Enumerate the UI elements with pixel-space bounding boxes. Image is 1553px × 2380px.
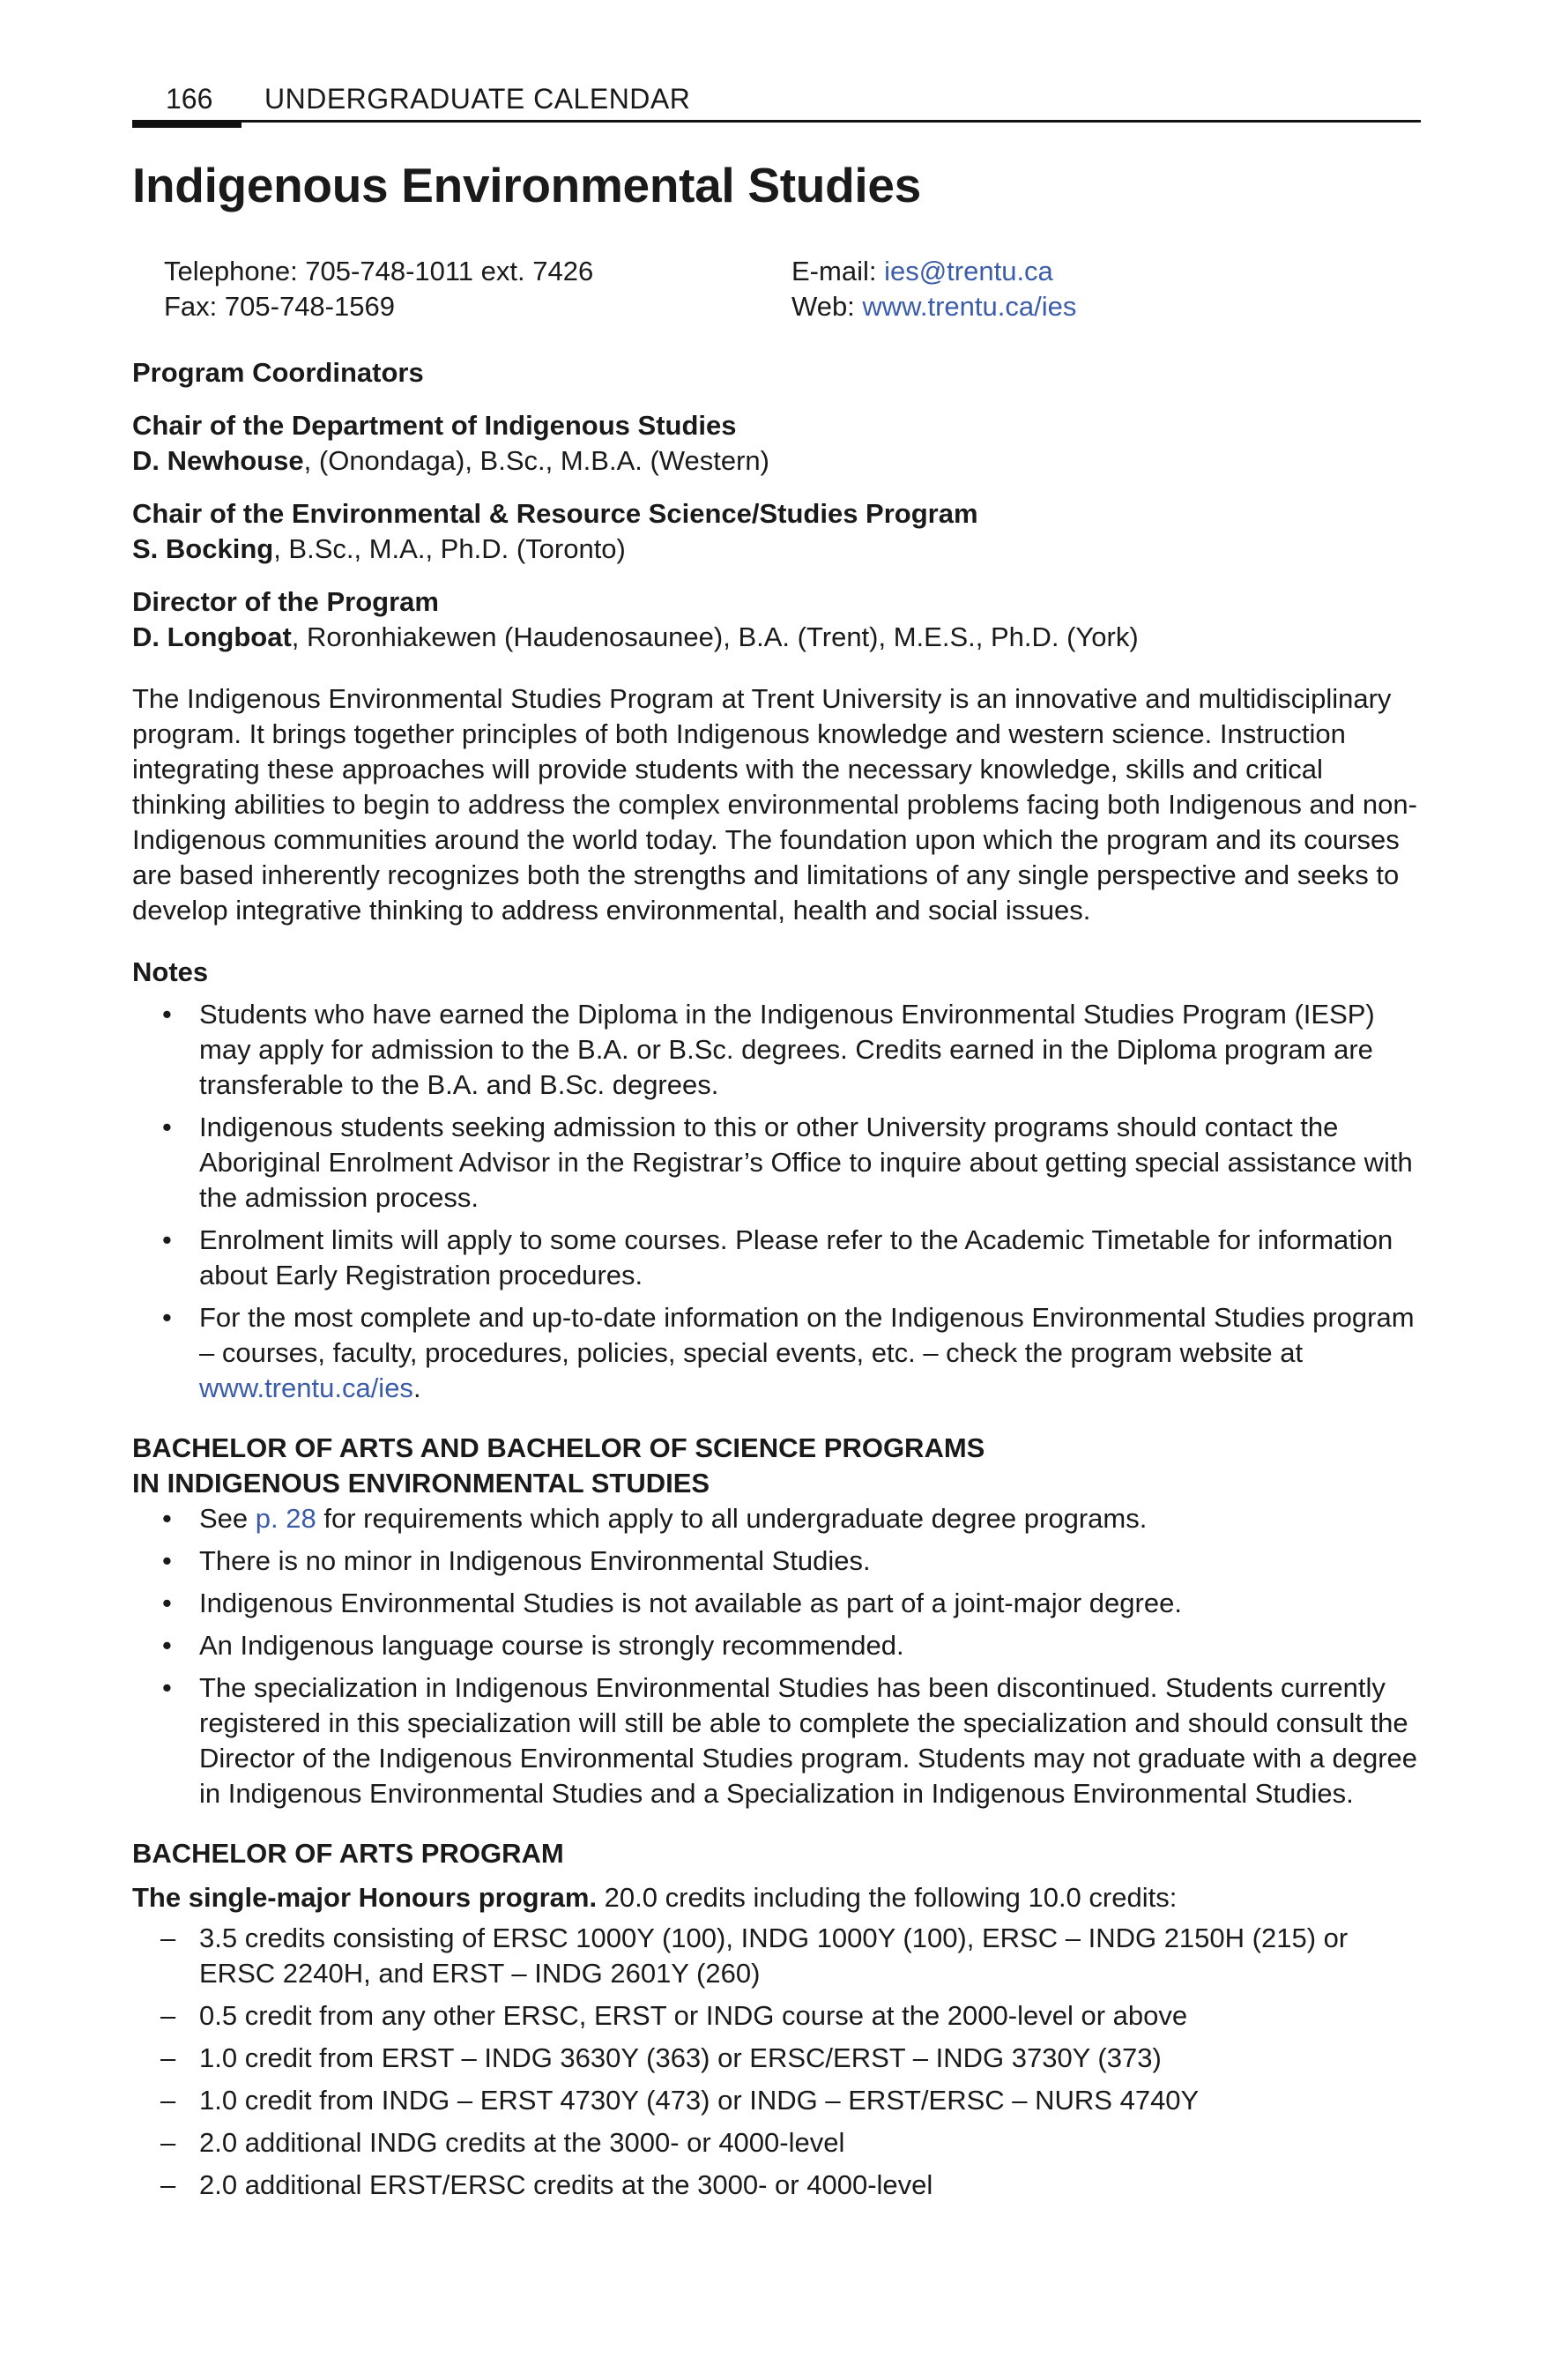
dash-marker: – — [160, 1923, 176, 1953]
email-label: E-mail: — [791, 256, 885, 286]
coordinator-entry — [132, 620, 1421, 655]
ba-requirements-list — [132, 1921, 1421, 2203]
list-item: • Indigenous students seeking admission to this or other University programs should contact the Aboriginal Enrolment Advisor in the Registrar’s Office to inquire about getting special assistance with the admission process. — [162, 1112, 1413, 1213]
dash-marker: – — [160, 2169, 176, 2200]
header-rule-tab — [132, 120, 241, 128]
web-link[interactable]: www.trentu.ca/ies — [862, 291, 1077, 322]
fax: Fax: 705-748-1569 — [164, 291, 395, 322]
coordinators-heading: Program Coordinators — [132, 357, 424, 388]
web-line — [791, 289, 1076, 324]
list-item: – 2.0 additional INDG credits at the 3000- or 4000-level — [132, 2125, 1421, 2161]
list-item: – 1.0 credit from ERST – INDG 3630Y (363) or ERSC/ERST – INDG 3730Y (373) — [132, 2041, 1421, 2076]
bullet-marker: • — [162, 1545, 172, 1576]
intro-paragraph: The Indigenous Environmental Studies Program at Trent University is an innovative and multidisciplinary program. It brings together principles of both Indigenous knowledge and western science. Instruction integrating these approaches will provide students with the necessary knowledge, skills and critical thinking abilities to begin to address the complex environmental problems facing both Indigenous and non-Indigenous communities around the world today. The foundation upon which the program and its courses are based inherently recognizes both the strengths and limitations of any single perspective and seeks to develop integrative thinking to address environmental, health and social issues. — [132, 683, 1417, 926]
list-item: • Students who have earned the Diploma in the Indigenous Environmental Studies Program (IESP) may apply for admission to the B.A. or B.Sc. degrees. Credits earned in the Diploma program are transferable to the B.A. and B.Sc. degrees. — [162, 999, 1375, 1100]
list-item: – 1.0 credit from INDG – ERST 4730Y (473) or INDG – ERST/ERSC – NURS 4740Y — [132, 2083, 1421, 2118]
program-website-link[interactable]: www.trentu.ca/ies — [199, 1372, 413, 1403]
bullet-marker: • — [162, 1224, 172, 1255]
list-item: • There is no minor in Indigenous Environmental Studies. — [132, 1543, 1421, 1579]
coordinator-entry — [132, 443, 1421, 479]
bullet-marker: • — [162, 1112, 172, 1142]
email-link[interactable]: ies@trentu.ca — [884, 256, 1053, 286]
email-line — [791, 254, 1076, 289]
ba-heading: BACHELOR OF ARTS PROGRAM — [132, 1838, 564, 1869]
coordinator-role: Chair of the Environmental & Resource Science/Studies Program — [132, 498, 978, 529]
coordinator-name: S. Bocking — [132, 533, 274, 564]
web-label: Web: — [791, 291, 863, 322]
coordinator-details: , B.Sc., M.A., Ph.D. (Toronto) — [273, 533, 626, 564]
telephone: Telephone: 705-748-1011 ext. 7426 — [164, 256, 594, 286]
bullet-marker: • — [162, 1503, 172, 1534]
bullet-marker: • — [162, 1630, 172, 1661]
bullet-marker: • — [162, 999, 172, 1030]
notes-list — [132, 997, 1421, 1406]
ba-bsc-list — [132, 1501, 1421, 1811]
list-item: – 2.0 additional ERST/ERSC credits at the 3000- or 4000-level — [132, 2168, 1421, 2203]
list-item: – 3.5 credits consisting of ERSC 1000Y (100), INDG 1000Y (100), ERSC – INDG 2150H (215) or ERSC 2240H, and ERST – INDG 2601Y (260) — [160, 1923, 1349, 1989]
notes-heading: Notes — [132, 956, 209, 987]
list-item: • An Indigenous language course is strongly recommended. — [132, 1628, 1421, 1663]
dash-marker: – — [160, 2000, 176, 2031]
coordinator-details: , Roronhiakewen (Haudenosaunee), B.A. (Trent), M.E.S., Ph.D. (York) — [291, 621, 1139, 652]
coordinator-entry — [132, 532, 1421, 567]
coordinator-name: D. Newhouse — [132, 445, 304, 476]
header-rule — [132, 120, 1421, 123]
running-header — [132, 81, 1421, 125]
coordinator-role: Chair of the Department of Indigenous Studies — [132, 410, 737, 441]
coordinator-role: Director of the Program — [132, 586, 439, 617]
page-number: 166 — [166, 83, 213, 115]
list-item: • The specialization in Indigenous Environmental Studies has been discontinued. Students currently registered in this specialization will still be able to complete the specialization and should consult the Director of the Indigenous Environmental Studies program. Students may not graduate with a degree in Indigenous Environmental Studies and a Specialization in Indigenous Environmental Studies. — [162, 1672, 1418, 1809]
dash-marker: – — [160, 2127, 176, 2158]
page-title: Indigenous Environmental Studies — [132, 158, 921, 212]
page-reference-link[interactable]: p. 28 — [255, 1503, 316, 1534]
list-item: – 0.5 credit from any other ERSC, ERST or INDG course at the 2000-level or above — [132, 1998, 1421, 2034]
bullet-marker: • — [162, 1302, 172, 1333]
bullet-marker: • — [162, 1588, 172, 1618]
ba-lead: The single-major Honours program. 20.0 credits including the following 10.0 credits: — [132, 1882, 1178, 1913]
body-content — [132, 355, 1421, 2210]
bullet-marker: • — [162, 1672, 172, 1703]
list-item: • Enrolment limits will apply to some courses. Please refer to the Academic Timetable for information about Early Registration procedures. — [162, 1224, 1393, 1290]
list-item: • For the most complete and up-to-date information on the Indigenous Environmental Studies program – courses, faculty, procedures, policies, special events, etc. – check the program website at www.trentu.ca/ies. — [162, 1302, 1415, 1403]
coordinator-details: , (Onondaga), B.Sc., M.B.A. (Western) — [303, 445, 769, 476]
ba-bsc-heading-line2: IN INDIGENOUS ENVIRONMENTAL STUDIES — [132, 1468, 710, 1499]
list-item: • See p. 28 for requirements which apply to all undergraduate degree programs. — [132, 1501, 1421, 1536]
dash-marker: – — [160, 2085, 176, 2116]
list-item: • Indigenous Environmental Studies is not available as part of a joint-major degree. — [132, 1586, 1421, 1621]
coordinator-name: D. Longboat — [132, 621, 292, 652]
calendar-label: UNDERGRADUATE CALENDAR — [264, 83, 691, 115]
ba-bsc-heading: BACHELOR OF ARTS AND BACHELOR OF SCIENCE PROGRAMS — [132, 1432, 985, 1463]
dash-marker: – — [160, 2042, 176, 2073]
